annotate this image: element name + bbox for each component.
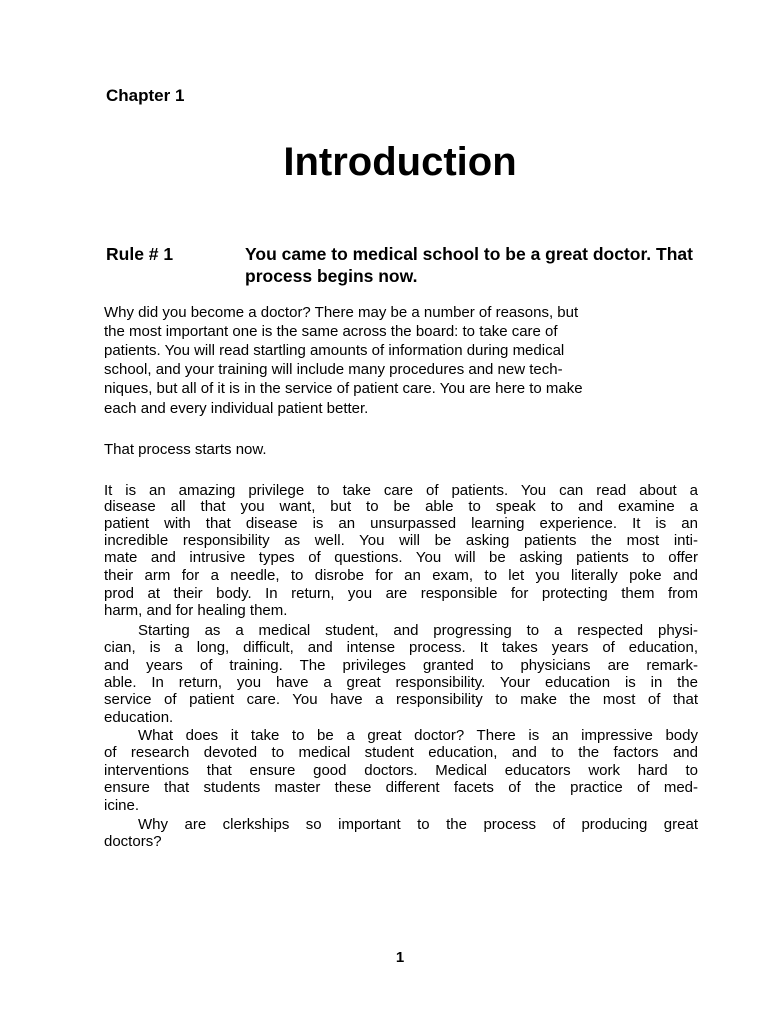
paragraph-line: icine. [104,797,140,814]
paragraph-line: What does it take to be a great doctor? There is an impressive body [138,727,698,744]
paragraph-line: the most important one is the same across the board: to take care of [104,323,558,340]
paragraph-line: education. [104,709,174,726]
paragraph-line: That process starts now. [104,441,267,458]
paragraph-line: disease all that you want, but to be able to speak to and examine a [104,498,698,515]
rule-text: You came to medical school to be a great doctor. That process begins now. [245,244,693,286]
paragraph-line: mate and intrusive types of questions. You will be asking patients to offer [104,549,698,566]
paragraph-line: and years of training. The privileges granted to physicians are remark- [104,657,698,674]
paragraph-line: prod at their body. In return, you are responsible for protecting them from [104,585,698,602]
paragraph-line: Starting as a medical student, and progressing to a respected physi- [138,622,698,639]
chapter-label: Chapter 1 [106,86,185,105]
paragraph-line: school, and your training will include many procedures and new tech- [104,361,563,378]
paragraph-line: patient with that disease is an unsurpassed learning experience. It is an [104,515,698,532]
paragraph-line: Why are clerkships so important to the process of producing great [138,816,698,833]
rule-number: Rule # 1 [106,244,174,264]
paragraph-line: harm, and for healing them. [104,602,288,619]
paragraph-line: incredible responsibility as well. You will be asking patients the most inti- [104,532,698,549]
paragraph-line: It is an amazing privilege to take care of patients. You can read about a [104,482,698,499]
paragraph-line: cian, is a long, difficult, and intense process. It takes years of education, [104,639,698,656]
page-title: Introduction [283,140,517,184]
paragraph-line: of research devoted to medical student education, and to the factors and [104,744,698,761]
paragraph-line: ensure that students master these different facets of the practice of med- [104,779,698,796]
paragraph-line: doctors? [104,833,162,850]
paragraph-line: niques, but all of it is in the service of patient care. You are here to make [104,380,583,397]
paragraph-line: Why did you become a doctor? There may be a number of reasons, but [104,304,579,321]
paragraph-line: patients. You will read startling amounts of information during medical [104,342,565,359]
paragraph-line: service of patient care. You have a responsibility to make the most of that [104,691,698,708]
paragraph-line: interventions that ensure good doctors. Medical educators work hard to [104,762,698,779]
paragraph-line: able. In return, you have a great responsibility. Your education is in the [104,674,698,691]
paragraph-line: their arm for a needle, to disrobe for an exam, to let you literally poke and [104,567,698,584]
paragraph-line: each and every individual patient better. [104,400,369,417]
page-number: 1 [395,949,405,966]
